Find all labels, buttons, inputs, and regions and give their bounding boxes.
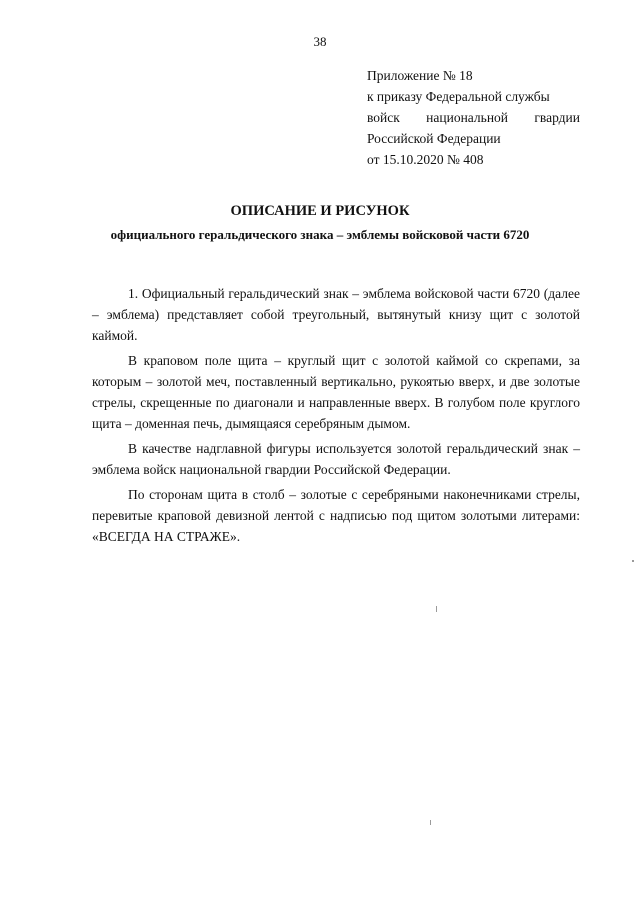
scan-speck: [436, 606, 437, 612]
appendix-line-1: Приложение № 18: [367, 68, 473, 83]
appendix-line-2: [367, 86, 580, 107]
appendix-line-3-word-2: национальной: [426, 110, 509, 125]
scan-speck: [632, 560, 634, 562]
paragraph-3: В качестве надглавной фигуры используется золотой геральдический знак – эмблема войск национальной гвардии Российской Федерации.: [92, 441, 580, 477]
appendix-line-2-text: к приказу Федеральной службы: [367, 89, 550, 104]
page-number: 38: [313, 34, 327, 49]
paragraph-1: 1. Официальный геральдический знак – эмблема войсковой части 6720 (далее – эмблема) представляет собой треугольный, вытянутый книзу щит с золотой каймой.: [92, 286, 580, 343]
document-title: ОПИСАНИЕ И РИСУНОК: [230, 203, 410, 219]
appendix-line-5: от 15.10.2020 № 408: [367, 152, 484, 167]
appendix-line-3: [367, 107, 580, 128]
paragraph-4: По сторонам щита в столб – золотые с серебряными наконечниками стрелы, перевитые краповой девизной лентой с надписью под щитом золотыми литерами: «ВСЕГДА НА СТРАЖЕ».: [92, 487, 580, 544]
appendix-line-4: Российской Федерации: [367, 131, 501, 146]
appendix-line-3-word-1: войск: [367, 110, 400, 125]
paragraph-2: В краповом поле щита – круглый щит с золотой каймой со скрепами, за которым – золотой меч, поставленный вертикально, рукоятью вверх, и две золотые стрелы, скрещенные по диагонали и направленные вверх. В голубом поле круглого щита – доменная печь, дымящаяся серебряным дымом.: [92, 353, 580, 431]
appendix-line-3-word-3: гвардии: [534, 110, 580, 125]
appendix-header: [367, 65, 580, 170]
document-body: [92, 283, 580, 551]
scan-speck: [430, 820, 431, 825]
document-subtitle: официального геральдического знака – эмблемы войсковой части 6720: [110, 227, 530, 242]
